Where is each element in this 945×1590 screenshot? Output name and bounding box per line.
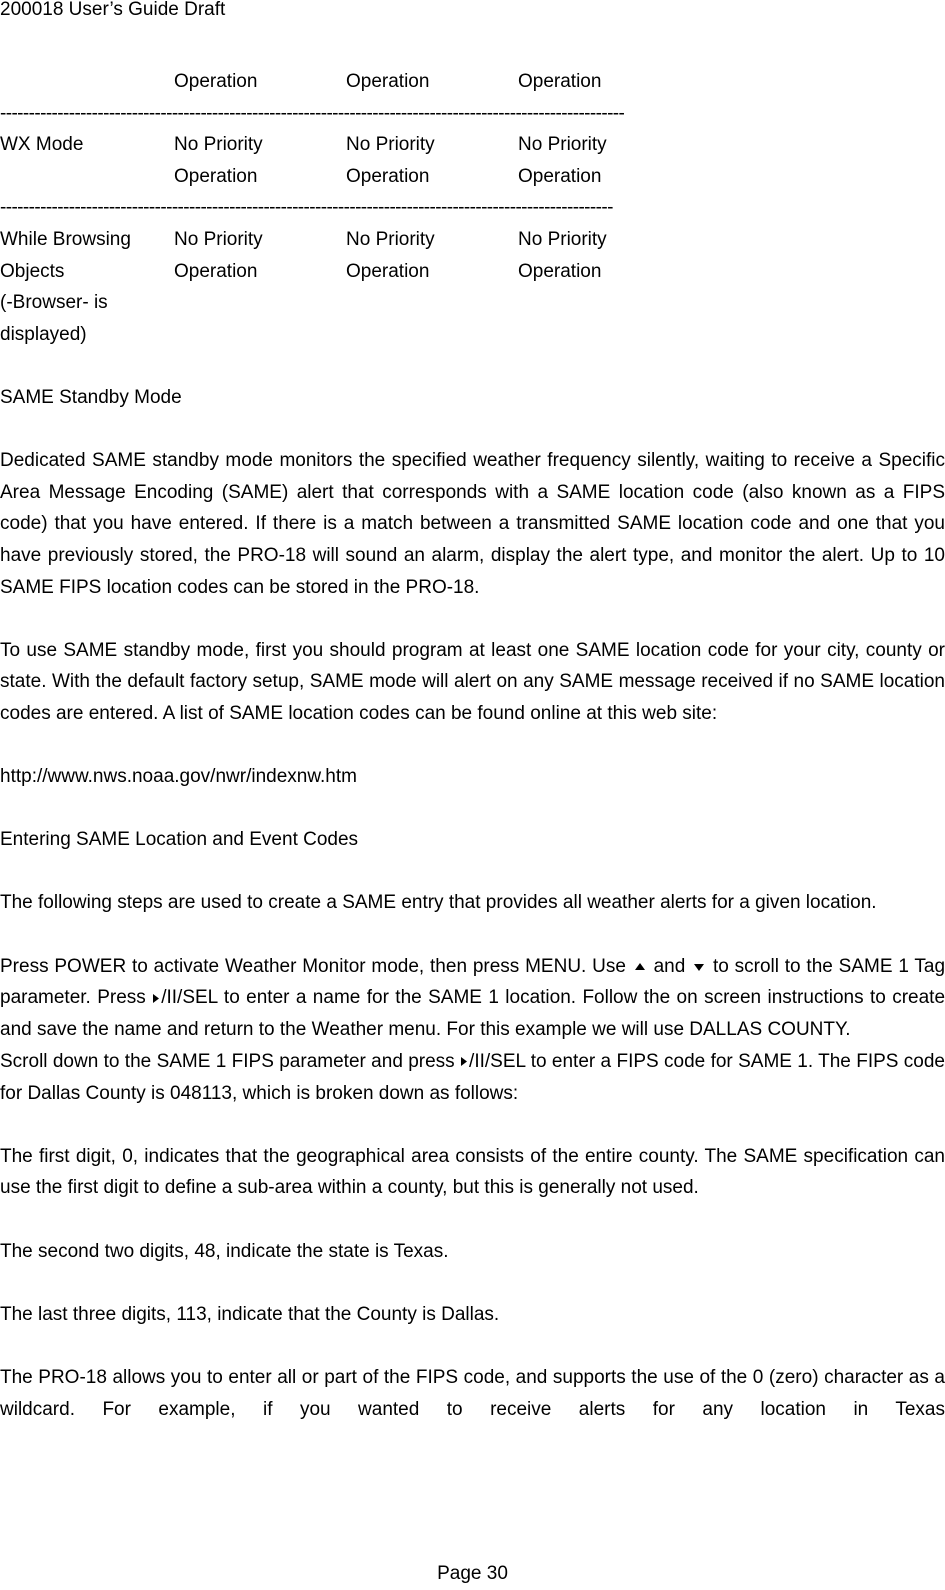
table-cell: No Priority bbox=[174, 134, 263, 156]
paragraph: The second two digits, 48, indicate the state is Texas. bbox=[0, 1240, 449, 1262]
paragraph: To use SAME standby mode, first you should program at least one SAME location code for your city, county or state. With the default factory setup, SAME mode will alert on any SAME message received if no SAME location codes are entered. A list of SAME location codes can be found online at this web site: bbox=[0, 639, 945, 724]
page-number: Page 30 bbox=[437, 1563, 508, 1584]
table-row bbox=[0, 129, 945, 161]
table-cell: No Priority bbox=[518, 134, 607, 156]
down-triangle-icon bbox=[693, 951, 705, 983]
table-cell: Operation bbox=[346, 71, 430, 92]
paragraph bbox=[0, 1046, 945, 1109]
paragraph-text: Scroll down to the SAME 1 FIPS parameter and press bbox=[0, 1050, 455, 1072]
table-row bbox=[0, 287, 945, 319]
web-link[interactable]: http://www.nws.noaa.gov/nwr/indexnw.htm bbox=[0, 766, 357, 788]
table-row-label: Objects bbox=[0, 260, 65, 282]
table-cell: Operation bbox=[518, 260, 602, 282]
table-cell: Operation bbox=[174, 165, 258, 187]
paragraph-text: Press POWER to activate Weather Monitor mode, then press MENU. Use bbox=[0, 955, 626, 977]
table-row bbox=[0, 161, 945, 193]
table-row bbox=[0, 319, 945, 351]
table-divider: ----------------------------------------------------------------------------------------------------------- bbox=[0, 197, 613, 219]
subsection-title: Entering SAME Location and Event Codes bbox=[0, 829, 359, 851]
page-header: 200018 User’s Guide Draft bbox=[0, 0, 226, 20]
table-cell: No Priority bbox=[174, 228, 263, 250]
table-row-label: displayed) bbox=[0, 323, 87, 345]
table-cell: No Priority bbox=[518, 228, 607, 250]
paragraph: Dedicated SAME standby mode monitors the specified weather frequency silently, waiting to receive a Specific Area Message Encoding (SAME) alert that corresponds with a SAME location code (also known as a FIPS code) that you have entered. If there is a match between a transmitted SAME location code and one that you have previously stored, the PRO-18 will sound an alarm, display the alert type, and monitor the alert. Up to 10 SAME FIPS location codes can be stored in the PRO-18. bbox=[0, 450, 945, 598]
play-triangle-icon bbox=[152, 983, 160, 1015]
paragraph-text: /II/SEL to enter a name for the SAME 1 location. Follow the on screen instructions to create and save the name and return to the Weather menu. For this example we will use DALLAS COUNTY. bbox=[0, 987, 945, 1041]
table-row-label: While Browsing bbox=[0, 228, 131, 250]
paragraph-text: and bbox=[653, 955, 686, 977]
table-row-label: WX Mode bbox=[0, 134, 84, 156]
paragraph-text: to scroll to the SAME 1 Tag parameter. Press bbox=[0, 955, 945, 1009]
table-cell: Operation bbox=[346, 165, 430, 187]
paragraph: The first digit, 0, indicates that the geographical area consists of the entire county. The SAME specification can use the first digit to define a sub-area within a county, but this is generally not used. bbox=[0, 1145, 945, 1199]
table-cell: Operation bbox=[346, 260, 430, 282]
table-cell: Operation bbox=[518, 165, 602, 187]
table-cell: Operation bbox=[174, 71, 258, 92]
table-cell: Operation bbox=[174, 260, 258, 282]
table-row bbox=[0, 66, 945, 98]
play-triangle-icon bbox=[460, 1046, 468, 1078]
table-row-label: (-Browser- is bbox=[0, 292, 108, 314]
table-divider: ------------------------------------------------------------------------------------------------------------- bbox=[0, 102, 625, 124]
table-cell: Operation bbox=[518, 71, 602, 92]
table-row bbox=[0, 224, 945, 256]
section-title: SAME Standby Mode bbox=[0, 386, 182, 408]
table-row bbox=[0, 256, 945, 288]
paragraph: The last three digits, 113, indicate that the County is Dallas. bbox=[0, 1303, 500, 1325]
page-content bbox=[0, 66, 945, 1425]
table-cell: No Priority bbox=[346, 228, 435, 250]
paragraph: The following steps are used to create a SAME entry that provides all weather alerts for a given location. bbox=[0, 892, 877, 914]
paragraph bbox=[0, 951, 945, 1046]
up-triangle-icon bbox=[634, 951, 646, 983]
paragraph: The PRO-18 allows you to enter all or part of the FIPS code, and supports the use of the 0 (zero) character as a wildcard. For example, if you wanted to receive alerts for any location in Texas bbox=[0, 1366, 945, 1420]
paragraph-text: /II/SEL to enter a FIPS code for SAME 1. The FIPS code for Dallas County is 048113, which is broken down as follows: bbox=[0, 1050, 945, 1104]
table-cell: No Priority bbox=[346, 134, 435, 156]
